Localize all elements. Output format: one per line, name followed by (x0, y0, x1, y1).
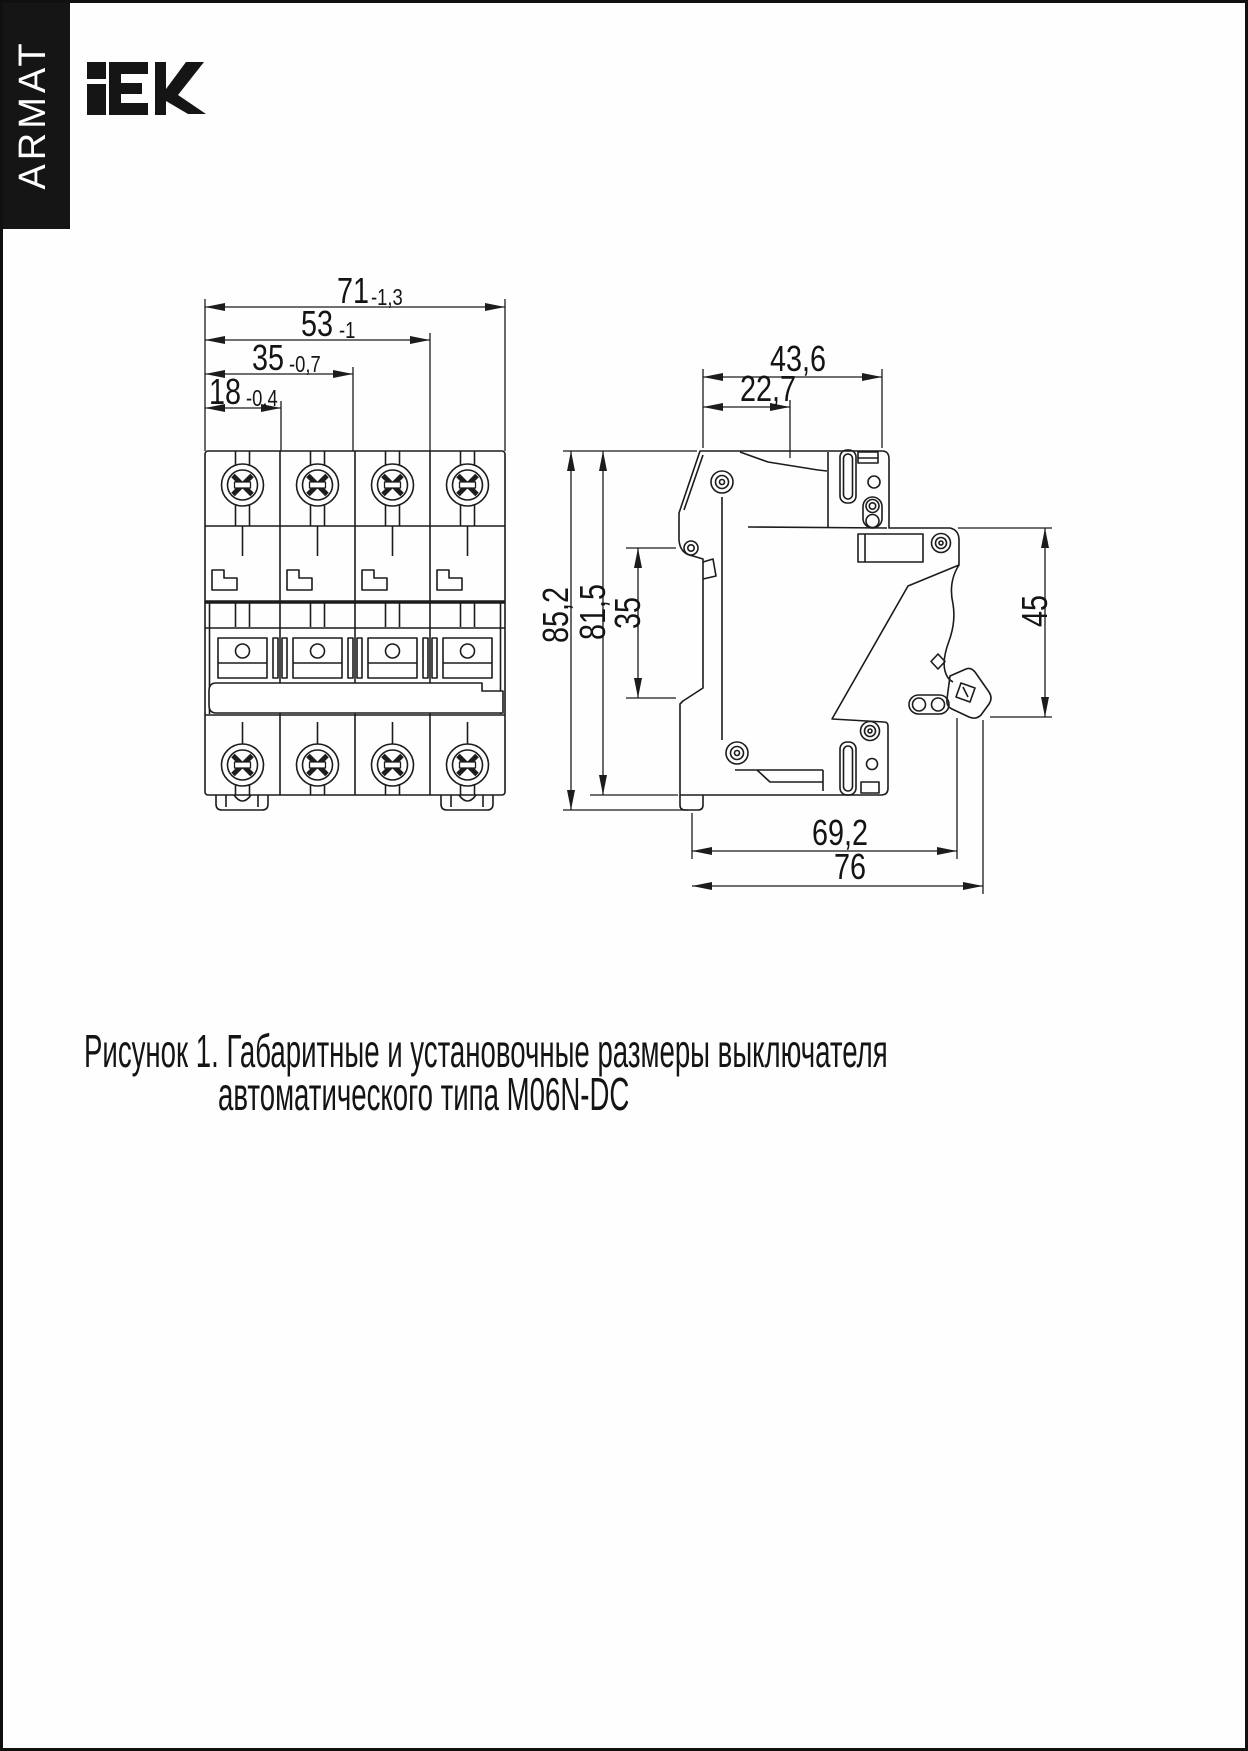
breaker-side-body (679, 451, 959, 795)
dimension-label: 69,2 (811, 811, 869, 853)
dimension-label: 35 (606, 596, 648, 629)
front-view-drawing (205, 299, 505, 810)
dimension-label: 76 (833, 845, 867, 887)
dimension-label: 81,5 (571, 583, 613, 640)
toggle-lever (947, 668, 991, 718)
dimension-label: 18 (209, 370, 242, 412)
dimension-label: 53 (301, 302, 334, 344)
dimension-tolerance: -0,7 (289, 352, 321, 378)
caption-line-2: автоматического типа M06N-DC (218, 1068, 630, 1120)
dimension-tolerance: -1 (339, 318, 356, 344)
dimension-tolerance: -0,4 (246, 386, 278, 412)
rail-clamp-plate (858, 534, 923, 562)
dimension-label: 85,2 (534, 586, 576, 643)
dimension-label: 22,7 (739, 367, 797, 409)
brand-vertical-text: ARMAT (12, 39, 54, 190)
dimension-label: 35 (252, 336, 285, 378)
dimension-label: 71 (337, 269, 370, 311)
toggle-tie-bar (209, 683, 503, 713)
dimension-label: 45 (1013, 594, 1055, 627)
side-view-drawing (563, 369, 1052, 894)
side-extension-lines (563, 369, 1052, 894)
dimension-tolerance: -1,3 (371, 285, 403, 311)
caption-line-1: Рисунок 1. Габаритные и установочные размеры выключателя (84, 1025, 888, 1077)
dimension-label: 43,6 (769, 337, 827, 379)
rivets (711, 471, 951, 764)
